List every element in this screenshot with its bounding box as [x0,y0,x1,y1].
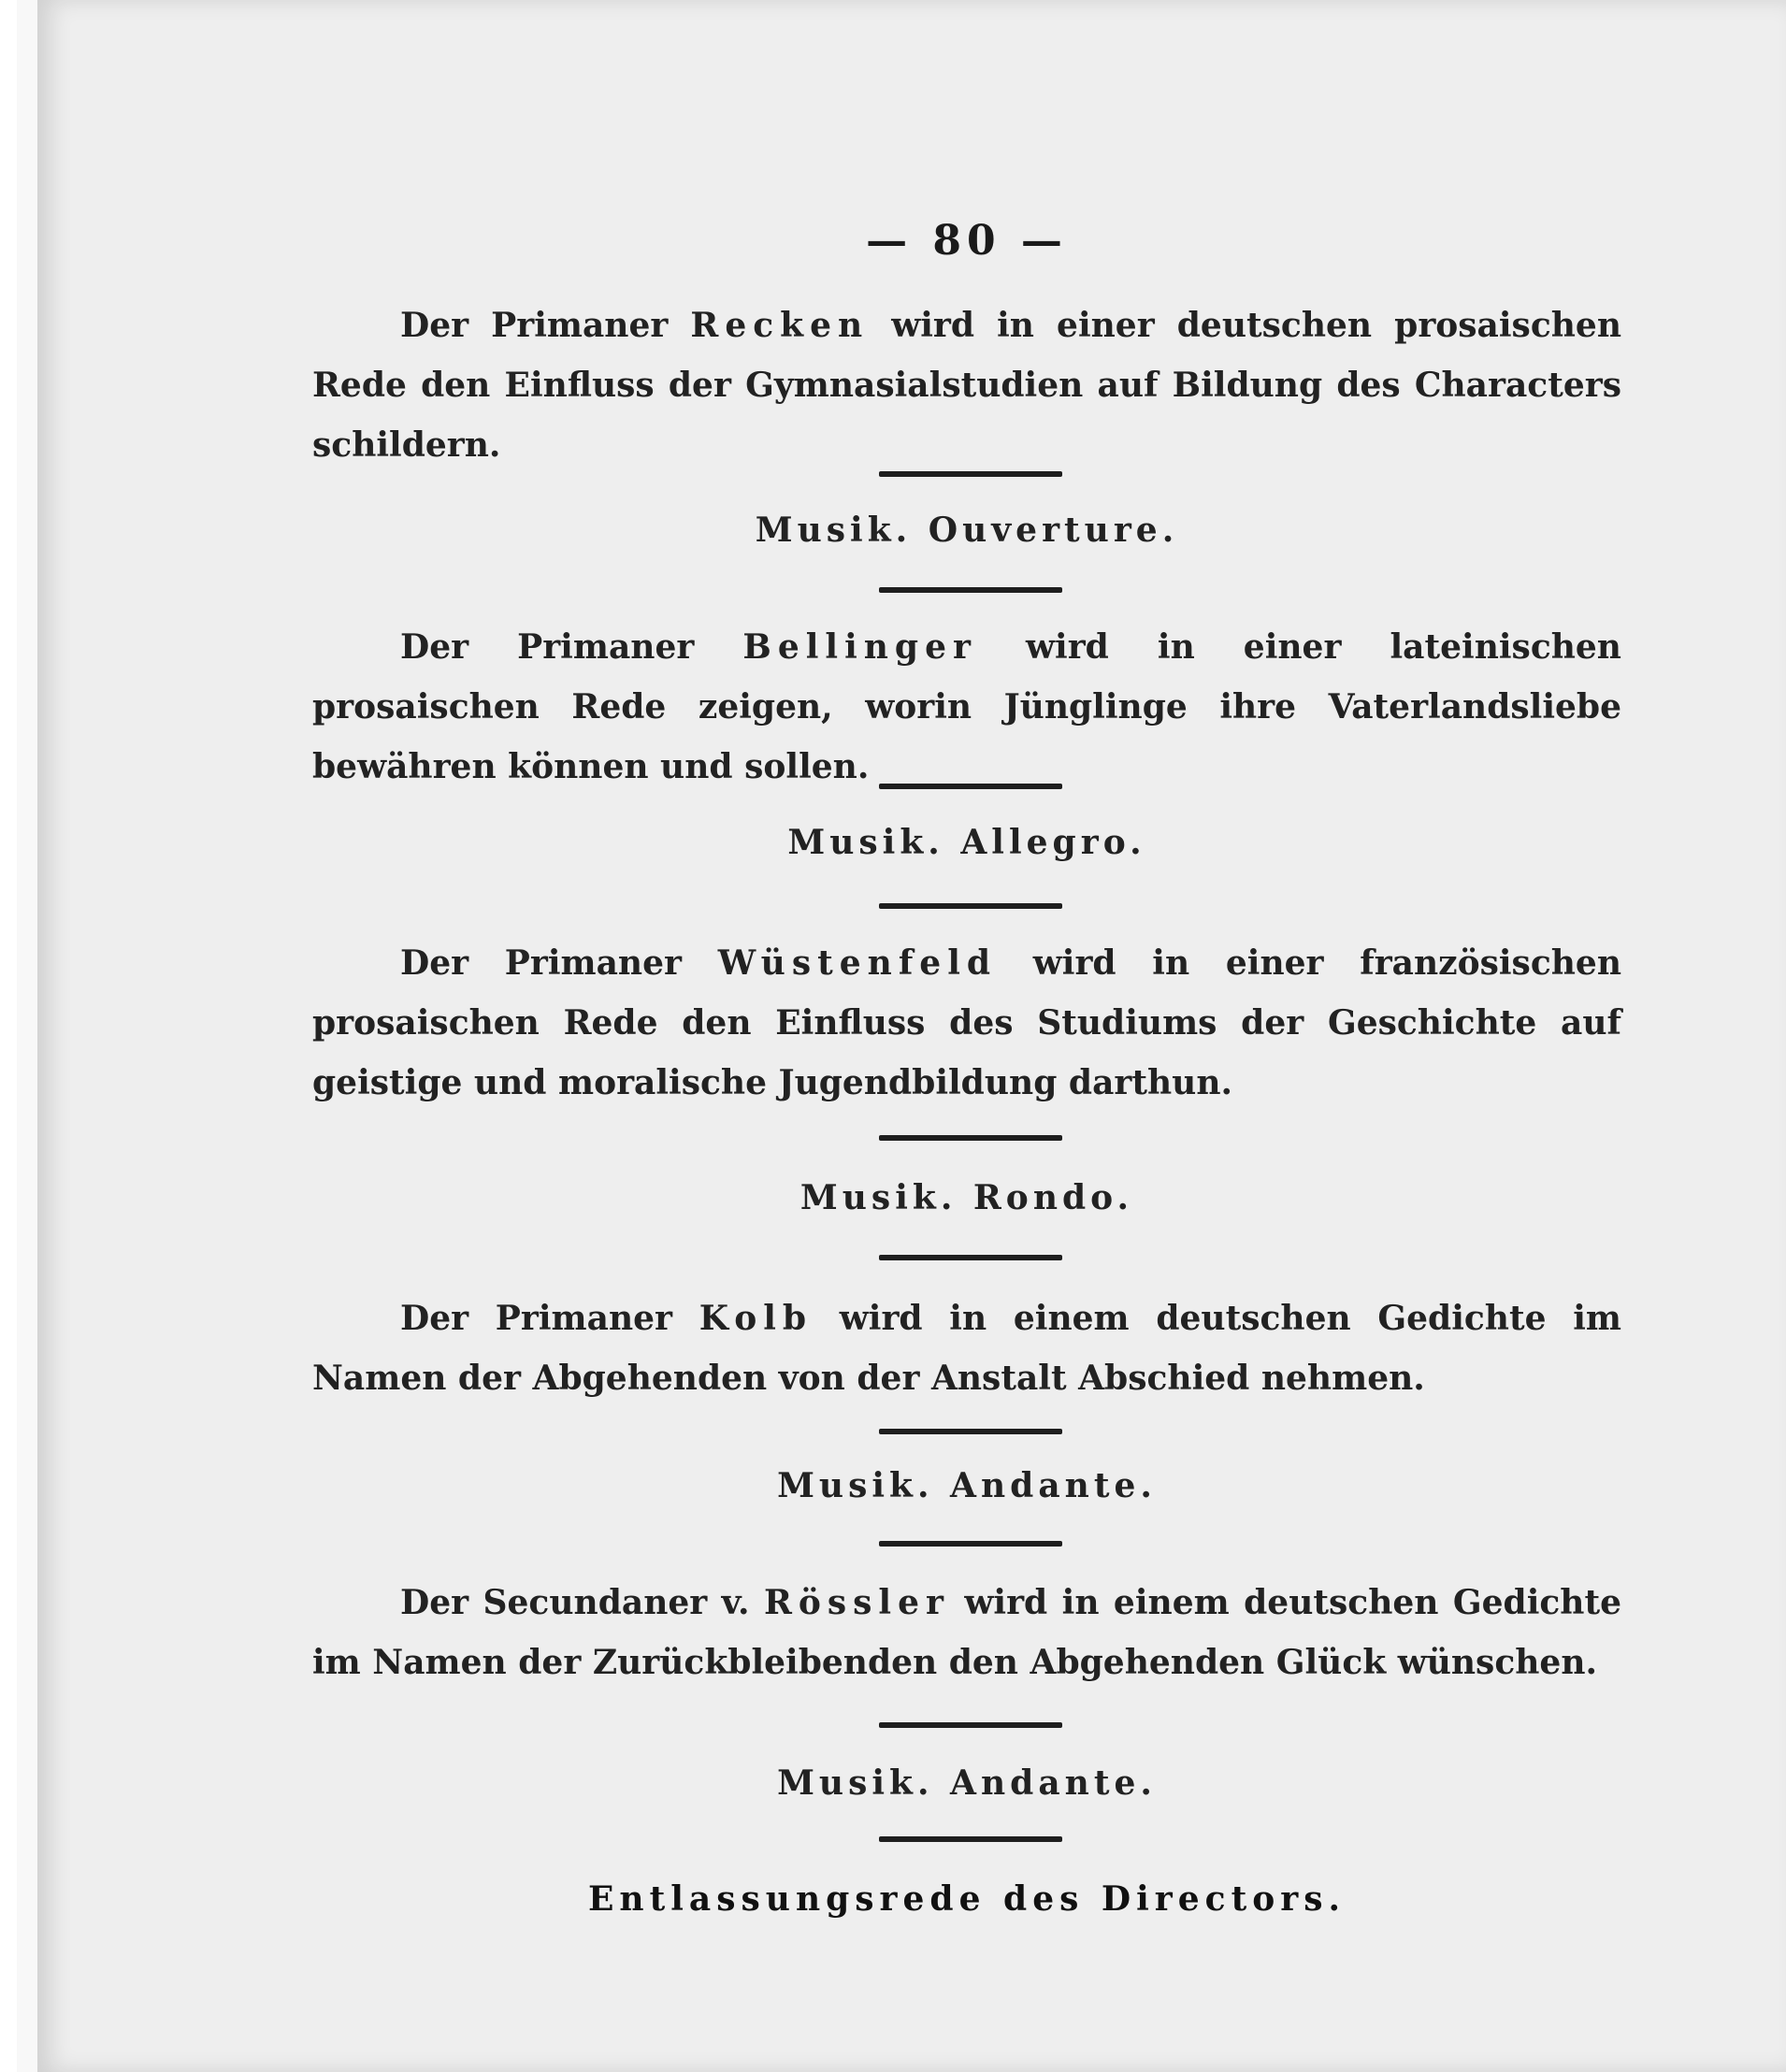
program-entry-recken [312,295,1621,475]
closing-speech: Entlassungsrede des Directors. [587,1879,1347,1919]
speaker-intro: Der Primaner [400,943,718,983]
program-entry-kolb [312,1288,1621,1408]
divider-rule [879,1722,1062,1728]
music-item: Musik. Ouverture. [755,511,1179,550]
page-edge [17,0,39,2072]
speaker-name: Bellinger [742,627,977,667]
entry-text: wird in einer lateinischen prosaischen Rede zeigen, worin Jünglinge ihre Vaterlandsliebe bewähren können und sollen. [312,627,1621,786]
divider-rule [879,1255,1062,1260]
program-entry-bellinger [312,617,1621,797]
divider-rule [879,784,1062,789]
speaker-name: Recken [690,306,870,345]
speaker-name: Wüstenfeld [717,943,998,983]
entry-text: wird in einer französischen prosaischen Rede den Einfluss des Studiums der Geschichte auf geistige und moralische Jugendbildung darthun. [312,943,1621,1102]
program-entry-roessler [312,1573,1621,1692]
page-number: — 80 — [866,217,1068,265]
speaker-name: Kolb [699,1299,814,1338]
program-entry-wuestenfeld [312,933,1621,1113]
speaker-intro: Der Primaner [400,306,691,345]
music-item: Musik. Andante. [777,1466,1157,1505]
divider-rule [879,1429,1062,1434]
entry-text: wird in einem deutschen Gedichte im Namen der Zurückbleibenden den Abgehenden Glück wünschen. [312,1583,1622,1682]
entry-text: wird in einem deutschen Gedichte im Namen der Abgehenden von der Anstalt Abschied nehmen. [312,1299,1621,1398]
entry-text: wird in einer deutschen prosaischen Rede den Einfluss der Gymnasialstudien auf Bildung des Characters schildern. [312,306,1622,465]
speaker-intro: Der Primaner [400,1299,699,1338]
divider-rule [879,1541,1062,1547]
document-page [37,0,1786,2072]
divider-rule [879,903,1062,909]
divider-rule [879,587,1062,593]
speaker-intro: Der Primaner [400,627,743,667]
music-item: Musik. Rondo. [799,1178,1134,1217]
music-item: Musik. Allegro. [787,823,1146,862]
divider-rule [879,471,1062,477]
music-item: Musik. Andante. [777,1763,1157,1803]
speaker-intro: Der Secundaner v. [400,1583,764,1622]
divider-rule [879,1836,1062,1842]
speaker-name: Rössler [763,1583,950,1622]
divider-rule [879,1135,1062,1141]
